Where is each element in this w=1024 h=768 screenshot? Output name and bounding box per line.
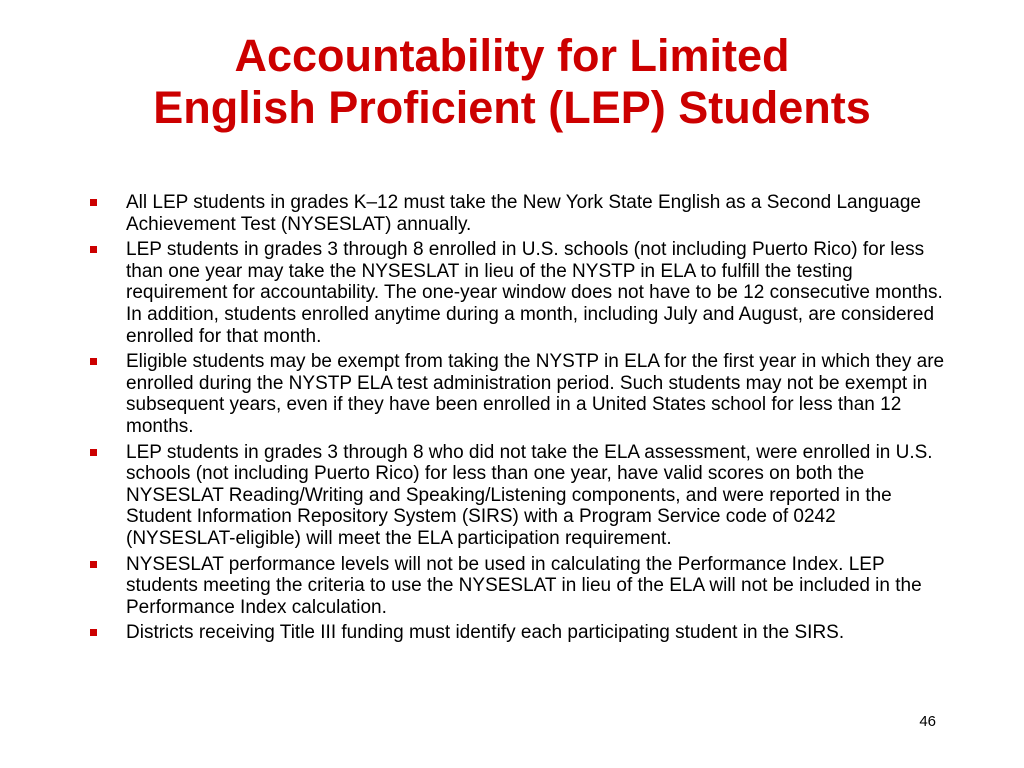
bullet-item (88, 622, 948, 644)
bullet-text: LEP students in grades 3 through 8 enrolled in U.S. schools (not including Puerto Rico) for less than one year may take the NYSESLAT in lieu of the NYSTP in ELA to fulfill the testing requirement for accountability. The one-year window does not have to be 12 consecutive months. In addition, students enrolled anytime during a month, including July and August, are considered enrolled for that month. (126, 239, 943, 347)
bullet-text: Districts receiving Title III funding must identify each participating student in the SIRS. (126, 622, 845, 644)
square-bullet-icon (90, 449, 97, 456)
bullet-text: Eligible students may be exempt from taking the NYSTP in ELA for the first year in which they are enrolled during the NYSTP ELA test administration period. Such students may not be exempt in subsequent years, even if they have been enrolled in a United States school for less than 12 months. (126, 351, 945, 437)
bullet-text: LEP students in grades 3 through 8 who did not take the ELA assessment, were enrolled in U.S. schools (not including Puerto Rico) for less than one year, have valid scores on both the NYSESLAT Reading/Writing and Speaking/Listening components, and were reported in the Student Information Repository System (SIRS) with a Program Service code of 0242 (NYSESLAT-eligible) will meet the ELA participation requirement. (126, 441, 933, 549)
slide-title-line-2: English Proficient (LEP) Students (153, 82, 871, 133)
square-bullet-icon (90, 629, 97, 636)
slide-title-line-1: Accountability for Limited (234, 30, 790, 81)
bullet-text: All LEP students in grades K–12 must take the New York State English as a Second Language Achievement Test (NYSESLAT) annually. (126, 192, 922, 235)
bullet-item (88, 192, 948, 235)
square-bullet-icon (90, 358, 97, 365)
bullet-text: NYSESLAT performance levels will not be used in calculating the Performance Index. LEP students meeting the criteria to use the NYSESLAT in lieu of the ELA will not be included in the Performance Index calculation. (126, 553, 922, 618)
bullet-item (88, 554, 948, 619)
slide-title (40, 30, 984, 134)
square-bullet-icon (90, 246, 97, 253)
bullet-item (88, 442, 948, 550)
page-number: 46 (919, 713, 936, 730)
bullet-item (88, 351, 948, 437)
bullet-item (88, 239, 948, 347)
square-bullet-icon (90, 561, 97, 568)
square-bullet-icon (90, 199, 97, 206)
bullet-list (88, 192, 948, 648)
